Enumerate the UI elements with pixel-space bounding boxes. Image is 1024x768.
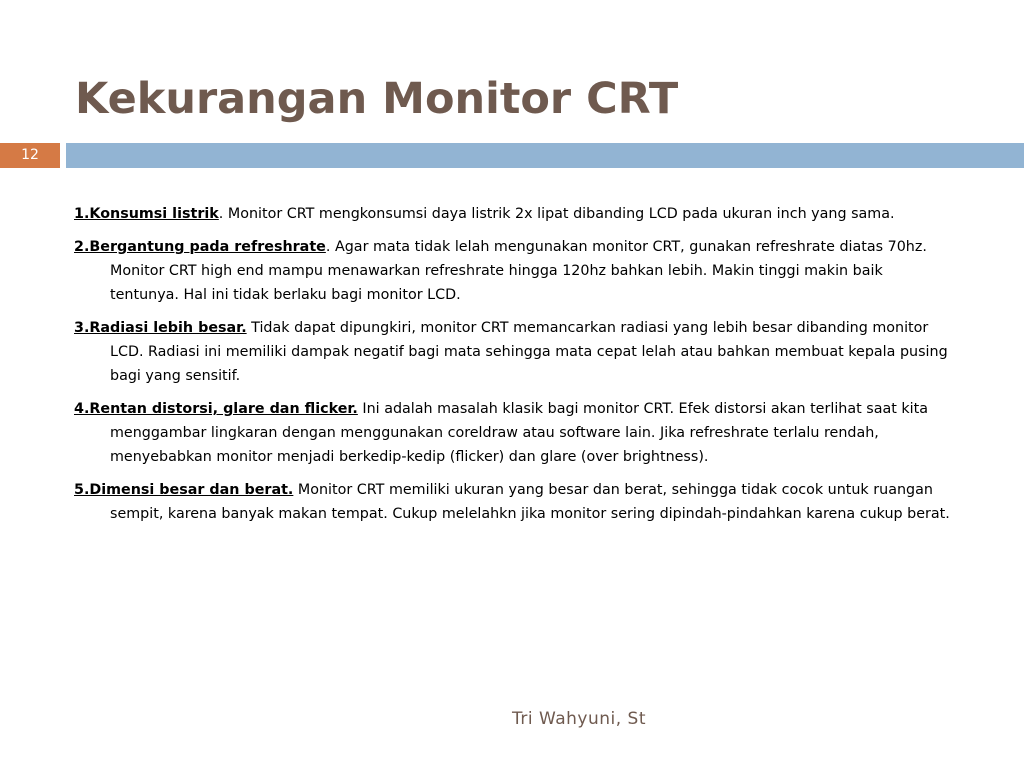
item-text: . Agar mata tidak lelah mengunakan monitor CRT, gunakan refreshrate diatas 70hz. Monitor CRT high end mampu menawarkan refreshrate hingga 120hz bahkan lebih. Makin tinggi makin baik tentunya. Hal ini tidak berlaku bagi monitor LCD. — [110, 239, 927, 303]
item-heading: 5.Dimensi besar dan berat. — [74, 482, 294, 498]
item-heading: 3.Radiasi lebih besar. — [74, 320, 247, 336]
list-item — [74, 397, 954, 469]
item-text: Ini adalah masalah klasik bagi monitor CRT. Efek distorsi akan terlihat saat kita menggambar lingkaran dengan menggunakan coreldraw atau software lain. Jika refreshrate terlalu rendah, menyebabkan monitor menjadi berkedip-kedip (flicker) dan glare (over brightness). — [110, 401, 929, 465]
title-divider-bar — [66, 143, 1024, 168]
list-item — [74, 478, 954, 526]
footer-author: Tri Wahyuni, St — [512, 709, 647, 729]
item-heading: 4.Rentan distorsi, glare dan flicker. — [74, 401, 358, 417]
item-text: . Monitor CRT mengkonsumsi daya listrik 2x lipat dibanding LCD pada ukuran inch yang sama. — [218, 206, 895, 222]
list-item — [74, 202, 954, 226]
slide-title: Kekurangan Monitor CRT — [75, 74, 679, 124]
slide-number: 12 — [0, 143, 60, 168]
item-text: Tidak dapat dipungkiri, monitor CRT memancarkan radiasi yang lebih besar dibanding monitor LCD. Radiasi ini memiliki dampak negatif bagi mata sehingga mata cepat lelah atau bahkan membuat kepala pusing bagi yang sensitif. — [110, 320, 948, 384]
list-item — [74, 235, 954, 307]
bullet-list — [74, 202, 954, 535]
item-heading: 1.Konsumsi listrik — [74, 206, 219, 222]
item-heading: 2.Bergantung pada refreshrate — [74, 239, 326, 255]
item-text: Monitor CRT memiliki ukuran yang besar dan berat, sehingga tidak cocok untuk ruangan sempit, karena banyak makan tempat. Cukup melelahkn jika monitor sering dipindah-pindahkan karena cukup berat. — [110, 482, 950, 522]
list-item — [74, 316, 954, 388]
